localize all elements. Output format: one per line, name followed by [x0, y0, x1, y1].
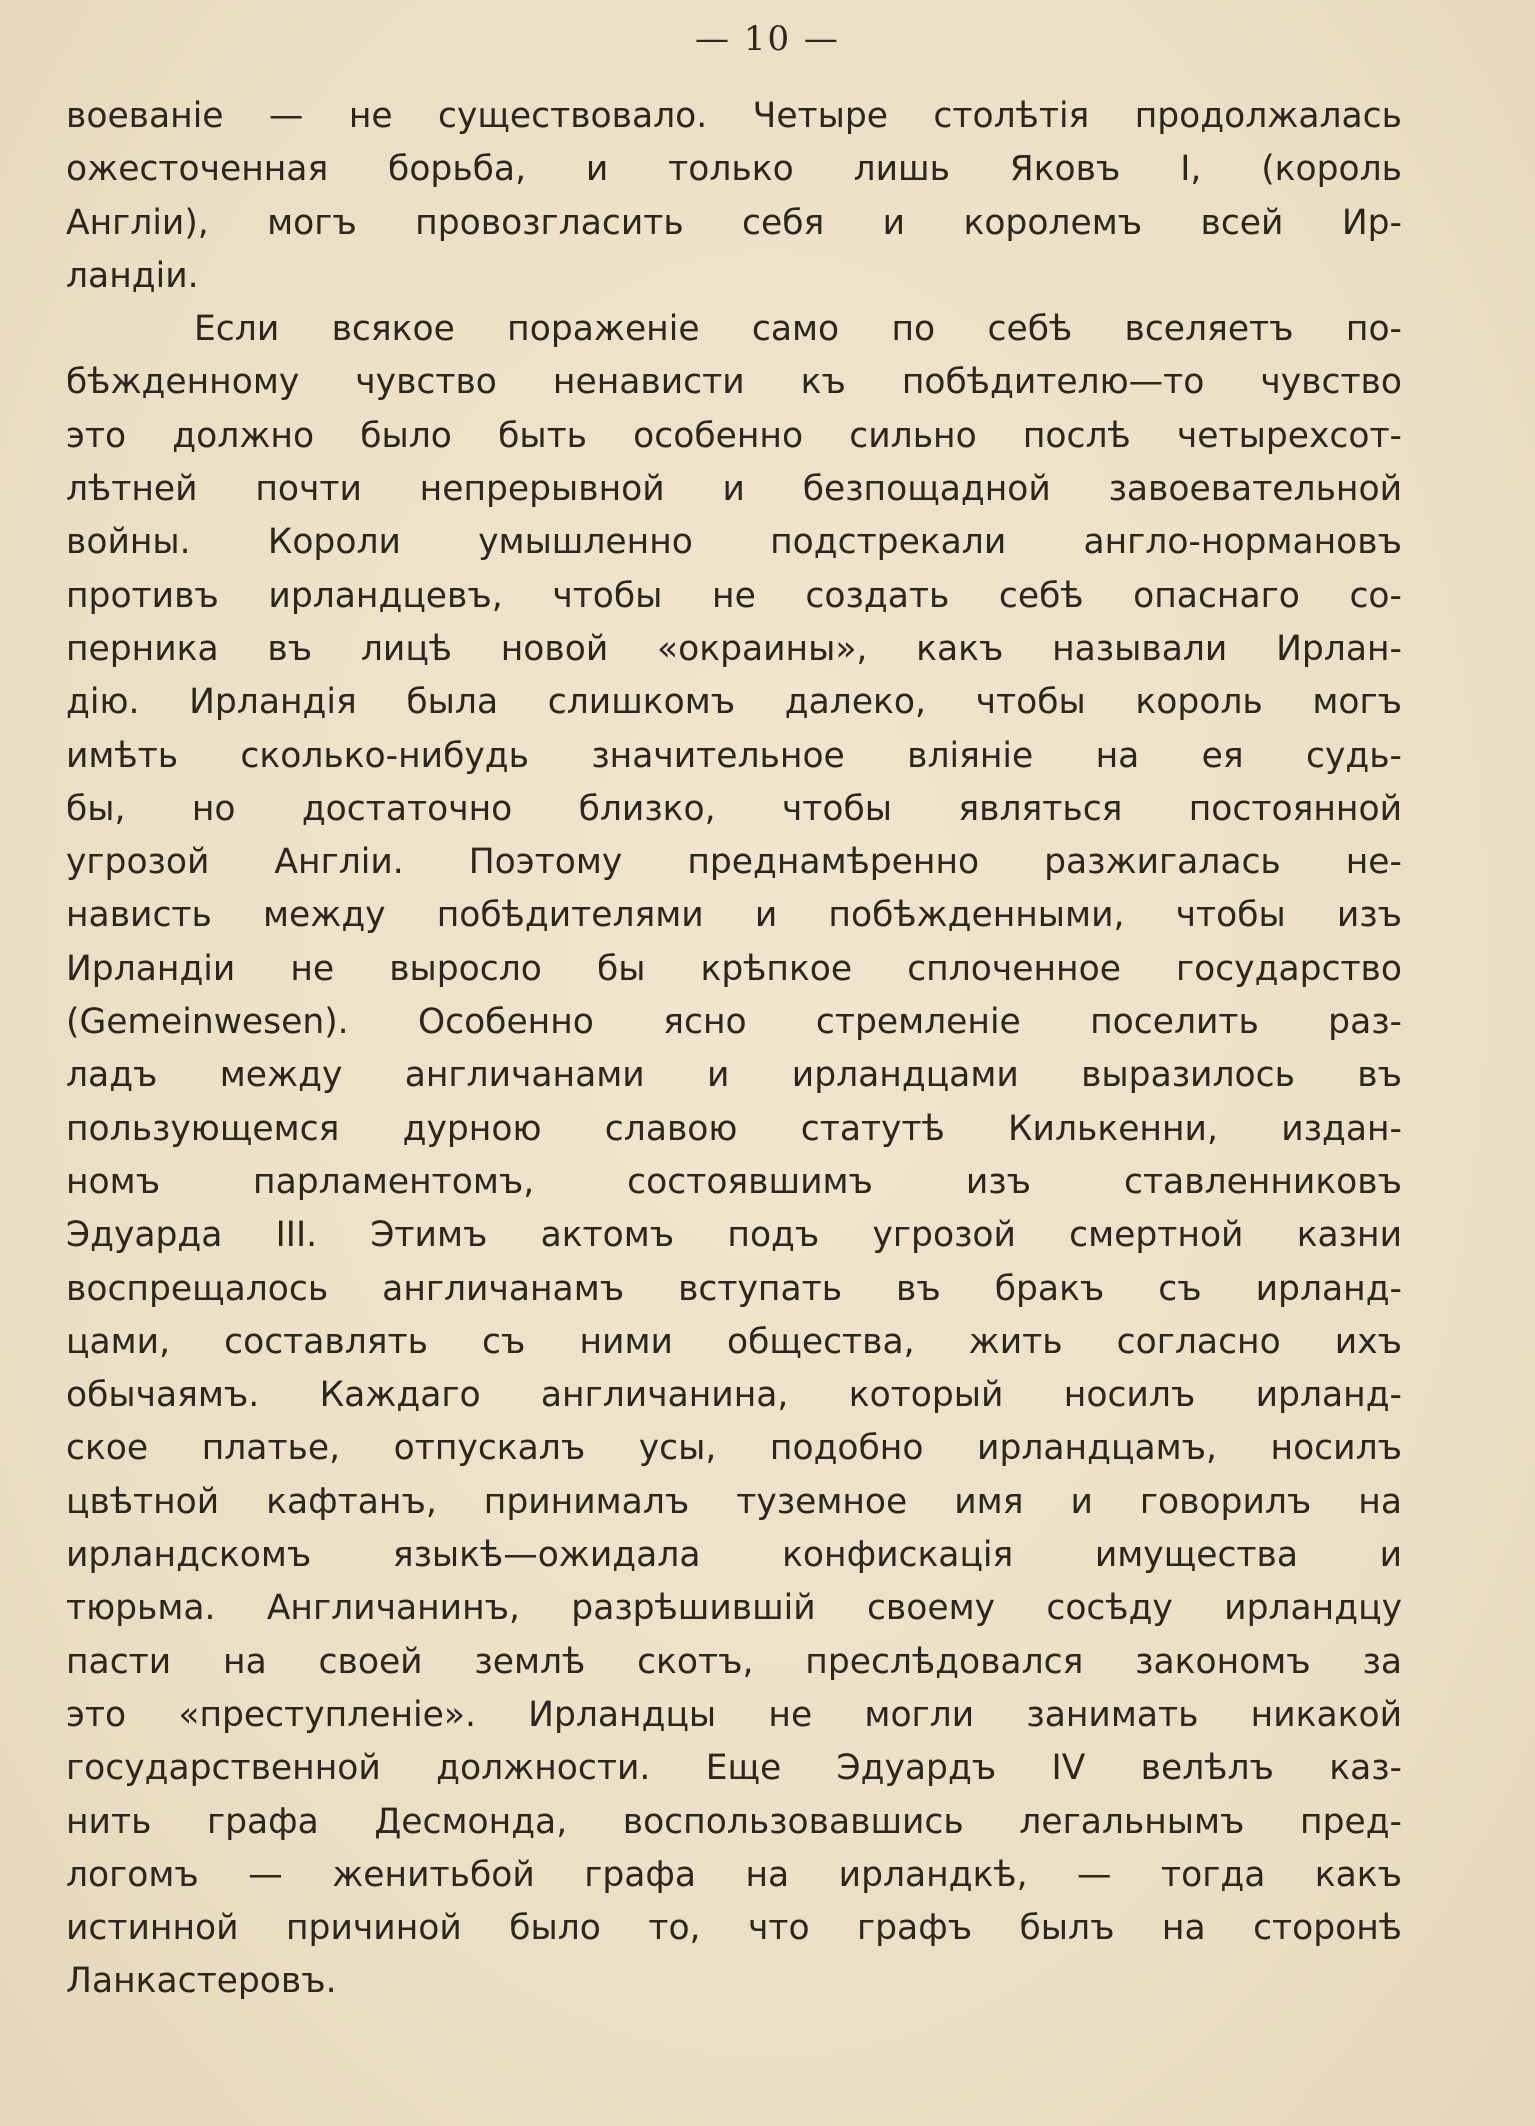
text-line: истинной причиной было то, что графъ былъ на сторонѣ: [66, 1908, 1402, 1949]
page-number: — 10 —: [695, 19, 840, 59]
text-line: ское платье, отпускалъ усы, подобно ирландцамъ, носилъ: [66, 1428, 1402, 1469]
text-line: имѣть сколько-нибудь значительное влiянiе на ея судь-: [66, 735, 1402, 776]
body-text: [66, 90, 1402, 2009]
text-line: дiю. Ирландiя была слишкомъ далеко, чтобы король могъ: [66, 682, 1402, 723]
text-line: обычаямъ. Каждаго англичанина, который носилъ ирланд-: [66, 1375, 1402, 1416]
text-line: пасти на своей землѣ скотъ, преслѣдовался закономъ за: [66, 1641, 1402, 1682]
text-line: Эдуарда III. Этимъ актомъ подъ угрозой смертной казни: [66, 1215, 1402, 1256]
text-line: воспрещалось англичанамъ вступать въ бракъ съ ирланд-: [66, 1268, 1402, 1309]
text-line: цами, составлять съ ними общества, жить согласно ихъ: [66, 1321, 1402, 1362]
text-line: лѣтней почти непрерывной и безпощадной завоевательной: [66, 469, 1402, 510]
text-line: противъ ирландцевъ, чтобы не создать себѣ опаснаго со-: [66, 575, 1402, 616]
text-line: бы, но достаточно близко, чтобы являться постоянной: [66, 788, 1402, 829]
text-line: ландiи.: [66, 255, 199, 296]
text-line: логомъ — женитьбой графа на ирландкѣ, — тогда какъ: [66, 1854, 1402, 1895]
text-line: перника въ лицѣ новой «окраины», какъ называли Ирлан-: [66, 628, 1402, 669]
text-line: номъ парламентомъ, состоявшимъ изъ ставленниковъ: [66, 1161, 1402, 1202]
text-line: пользующемся дурною славою статутѣ Килькенни, издан-: [66, 1108, 1402, 1149]
text-line: угрозой Англiи. Поэтому преднамѣренно разжигалась не-: [66, 842, 1402, 883]
text-line: войны. Короли умышленно подстрекали англо-нормановъ: [66, 522, 1402, 563]
text-line: нависть между побѣдителями и побѣжденными, чтобы изъ: [66, 895, 1402, 936]
text-line: ожесточенная борьба, и только лишь Яковъ I, (король: [66, 149, 1402, 190]
text-line: это должно было быть особенно сильно послѣ четырехсот-: [66, 415, 1402, 456]
text-line: воеванiе — не существовало. Четыре столѣтiя продолжалась: [66, 96, 1402, 136]
text-line: Ирландiи не выросло бы крѣпкое сплоченное государство: [66, 948, 1402, 989]
text-line: бѣжденному чувство ненависти къ побѣдителю—то чувство: [66, 362, 1402, 403]
text-line: цвѣтной кафтанъ, принималъ туземное имя и говорилъ на: [66, 1481, 1402, 1522]
text-line: нить графа Десмонда, воспользовавшись легальнымъ пред-: [66, 1801, 1402, 1842]
text-line: ладъ между англичанами и ирландцами выразилось въ: [66, 1055, 1402, 1096]
text-line: Ланкастеровъ.: [66, 1961, 337, 2002]
text-line: ирландскомъ языкѣ—ожидала конфискацiя имущества и: [66, 1535, 1402, 1576]
text-line: государственной должности. Еще Эдуардъ IV велѣлъ каз-: [66, 1748, 1402, 1789]
text-line: тюрьма. Англичанинъ, разрѣшившiй своему сосѣду ирландцу: [66, 1588, 1402, 1629]
text-line: это «преступленiе». Ирландцы не могли занимать никакой: [66, 1694, 1402, 1735]
text-line: Англiи), могъ провозгласить себя и королемъ всей Ир-: [66, 202, 1402, 243]
text-line: (Gemeinwesen). Особенно ясно стремленiе поселить раз-: [66, 1002, 1402, 1043]
text-line: Если всякое пораженiе само по себѣ вселяетъ по-: [194, 309, 1402, 350]
